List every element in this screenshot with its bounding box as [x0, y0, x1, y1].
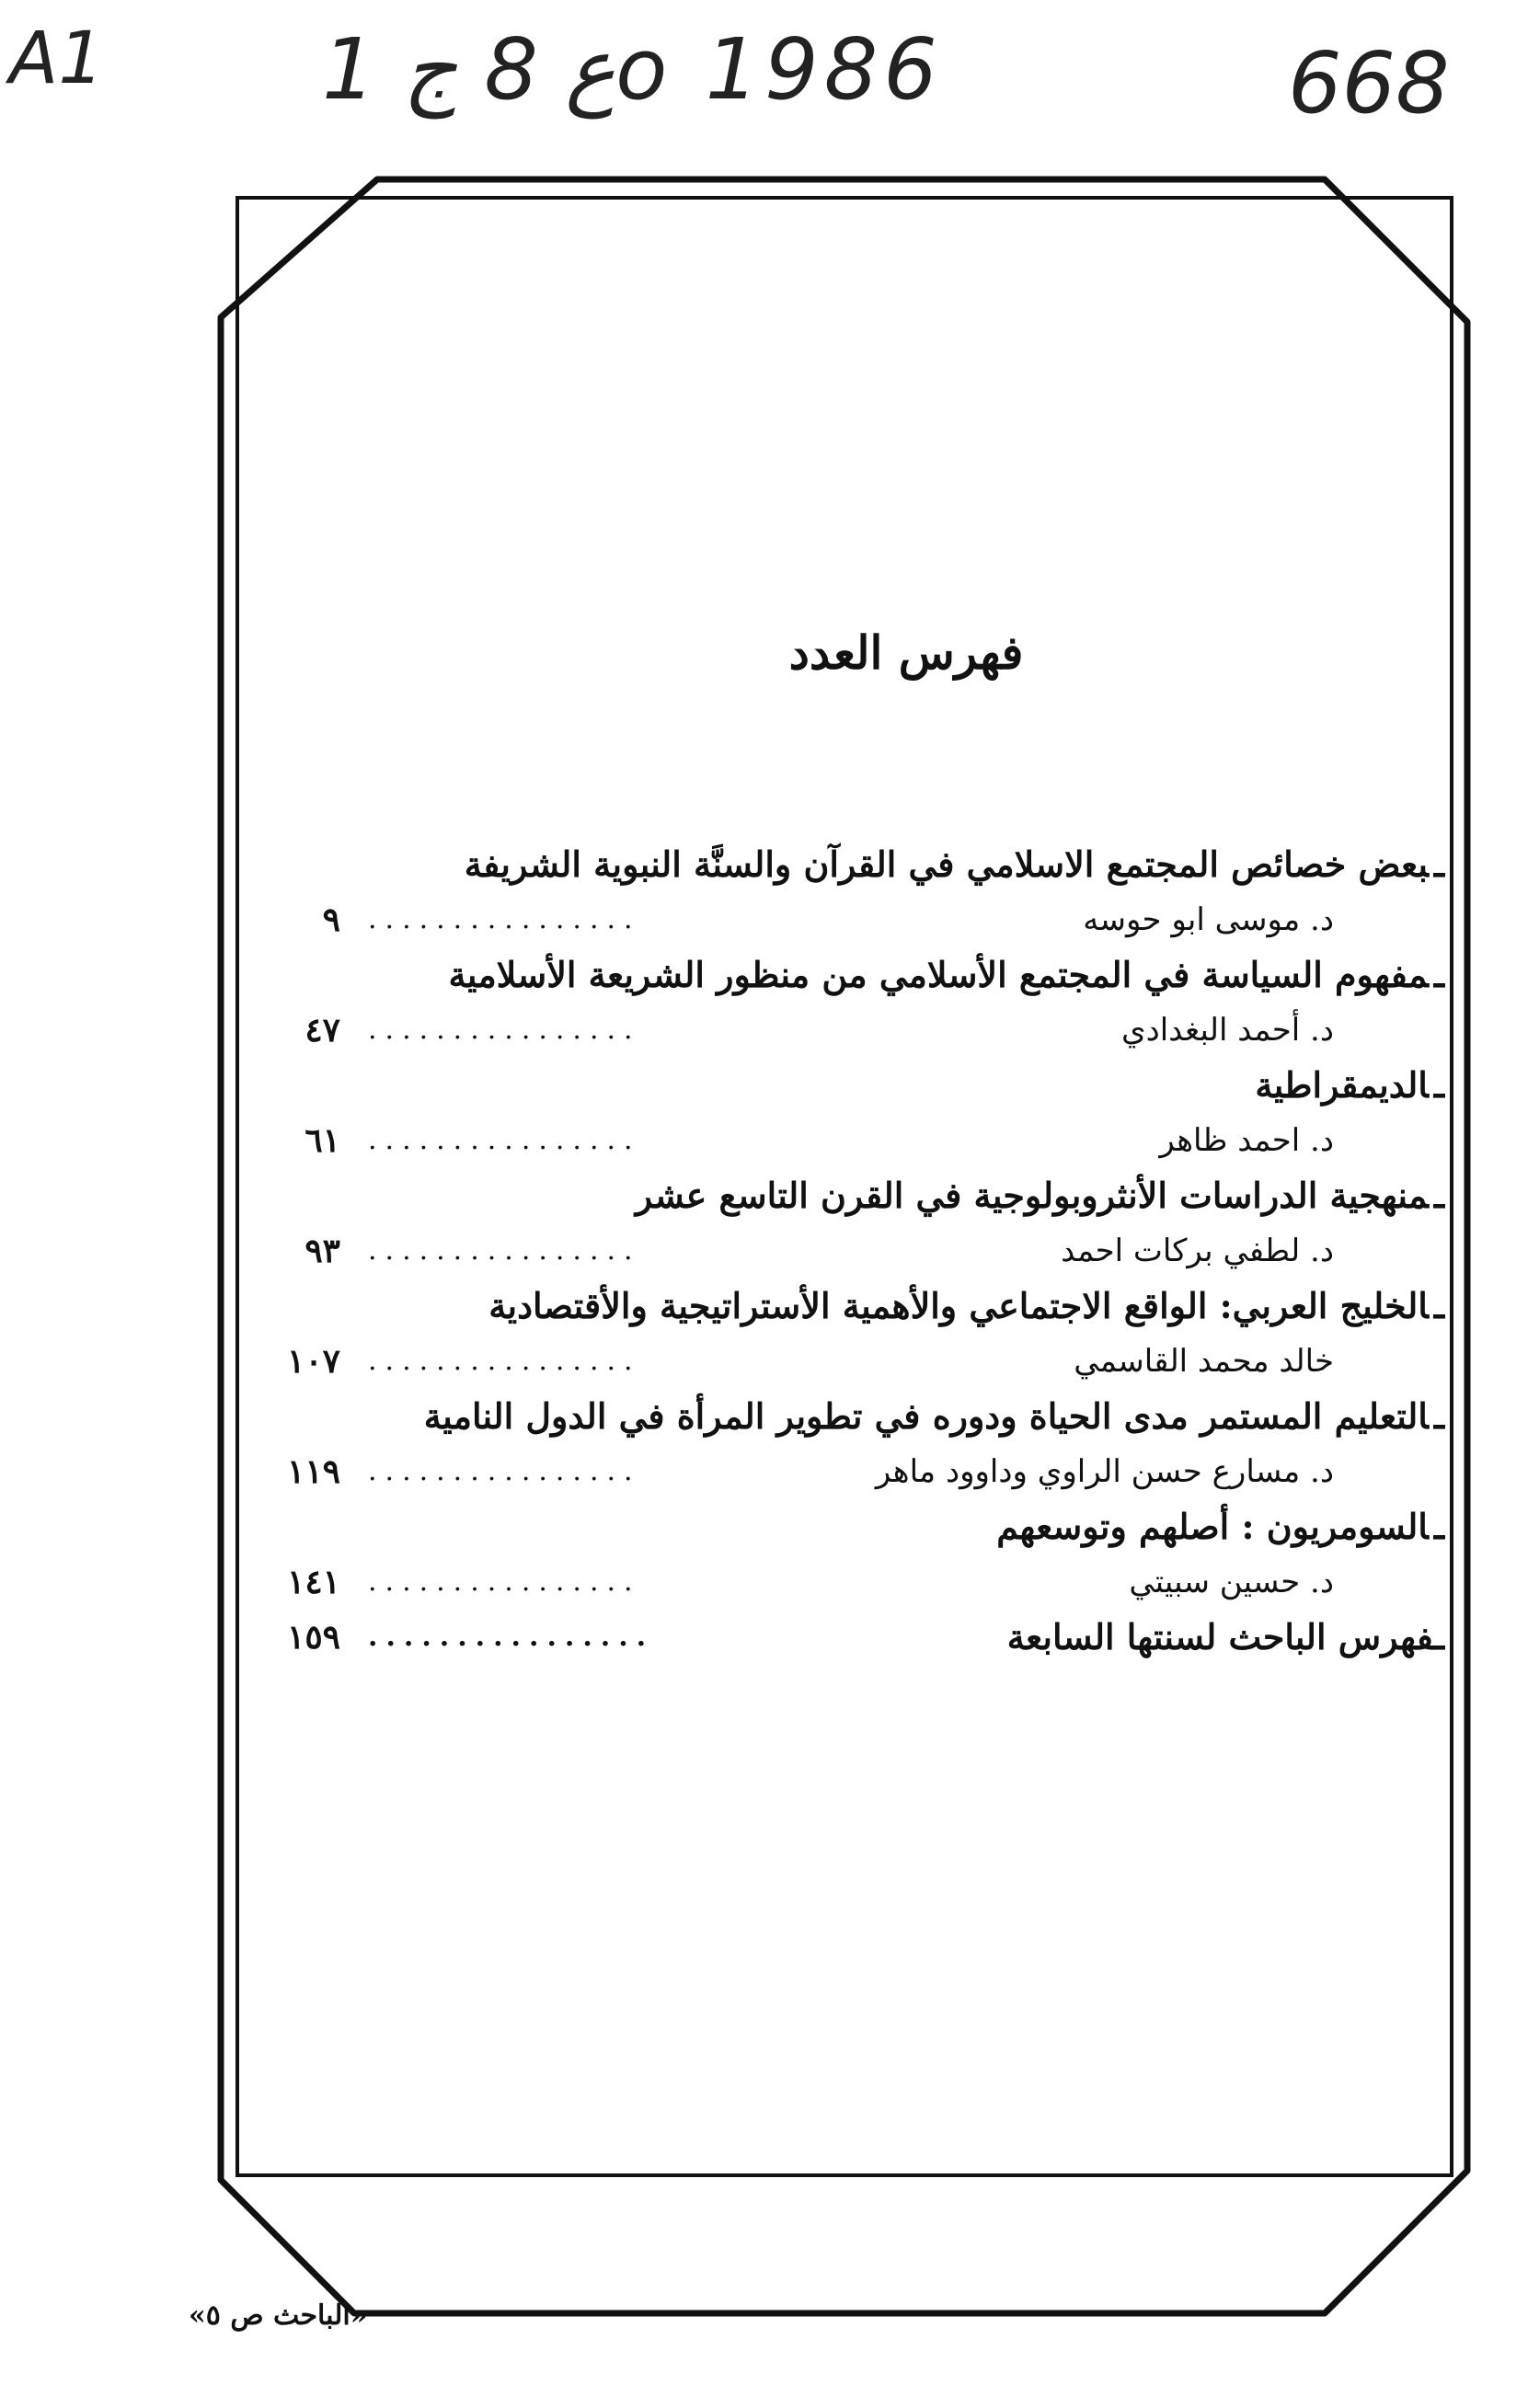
entry-title: بعض خصائص المجتمع الاسلامي في القرآن والسنَّة النبوية الشريفة — [464, 843, 1429, 885]
toc-entry — [230, 1499, 1453, 1610]
entry-page-number: ١٤١ — [286, 1563, 340, 1601]
toc-entry-final — [230, 1610, 1453, 1665]
toc-entry — [230, 1058, 1453, 1168]
entry-title: مفهوم السياسة في المجتمع الأسلامي من منظور الشريعة الأسلامية — [448, 954, 1429, 995]
entry-page-number: ٩٣ — [304, 1232, 340, 1270]
toc-entry — [230, 1168, 1453, 1279]
handwritten-note: 1 ع 8 جo 1986 — [322, 20, 943, 119]
entry-page-number: ١٥٩ — [286, 1618, 340, 1657]
entry-title: الديمقراطية — [1255, 1064, 1429, 1106]
entry-author: د. حسين سبيتي — [1129, 1564, 1334, 1600]
dot-leader: ................ — [368, 1621, 655, 1653]
entry-title: منهجية الدراسات الأنثروبولوجية في القرن التاسع عشر — [635, 1175, 1429, 1216]
entry-title: السومريون : أصلهم وتوسعهم — [996, 1506, 1429, 1547]
bullet-dash: ـ — [1433, 843, 1444, 885]
page-footer: «الباحث ص ٥» — [189, 2299, 368, 2332]
entry-title: فهرس الباحث لسنتها السابعة — [1006, 1616, 1434, 1657]
entry-author: خالد محمد القاسمي — [1074, 1343, 1334, 1380]
dot-leader: ................ — [368, 1124, 641, 1156]
bullet-dash: ـ — [1433, 1285, 1444, 1326]
toc-list — [230, 837, 1453, 1665]
entry-page-number: ١١٩ — [286, 1452, 340, 1491]
bullet-dash: ـ — [1433, 1506, 1444, 1547]
dot-leader: ................ — [368, 1455, 641, 1487]
entry-author: د. موسى ابو حوسه — [1083, 901, 1334, 938]
toc-entry — [230, 1279, 1453, 1389]
bullet-dash: ـ — [1433, 1175, 1444, 1216]
entry-page-number: ١٠٧ — [286, 1342, 340, 1381]
toc-entry — [230, 837, 1453, 947]
handwritten-page-count: 668 — [1288, 34, 1450, 132]
dot-leader: ................ — [368, 1345, 641, 1377]
dot-leader: ................ — [368, 903, 641, 935]
page-title: فهرس العدد — [788, 625, 1024, 680]
entry-author: د. لطفي بركات احمد — [1061, 1233, 1334, 1269]
bullet-dash: ـ — [1433, 1064, 1444, 1106]
dot-leader: ................ — [368, 1234, 641, 1267]
dot-leader: ................ — [368, 1565, 641, 1598]
handwritten-id: A1 — [9, 17, 104, 100]
bullet-dash: ـ — [1433, 1616, 1444, 1657]
bullet-dash: ـ — [1433, 1395, 1444, 1437]
toc-entry — [230, 947, 1453, 1058]
entry-page-number: ٩ — [322, 900, 340, 939]
entry-title: التعليم المستمر مدى الحياة ودوره في تطوير المرأة في الدول النامية — [423, 1395, 1429, 1437]
bullet-dash: ـ — [1433, 954, 1444, 995]
entry-page-number: ٤٧ — [304, 1011, 340, 1049]
entry-author: د. مسارع حسن الراوي وداوود ماهر — [875, 1453, 1334, 1490]
entry-title: الخليج العربي: الواقع الاجتماعي والأهمية الأستراتيجية والأقتصادية — [488, 1285, 1429, 1326]
entry-page-number: ٦١ — [304, 1121, 340, 1160]
toc-entry — [230, 1389, 1453, 1499]
entry-author: د. أحمد البغدادي — [1120, 1012, 1334, 1049]
entry-author: د. احمد ظاهر — [1159, 1122, 1334, 1159]
dot-leader: ................ — [368, 1014, 641, 1046]
